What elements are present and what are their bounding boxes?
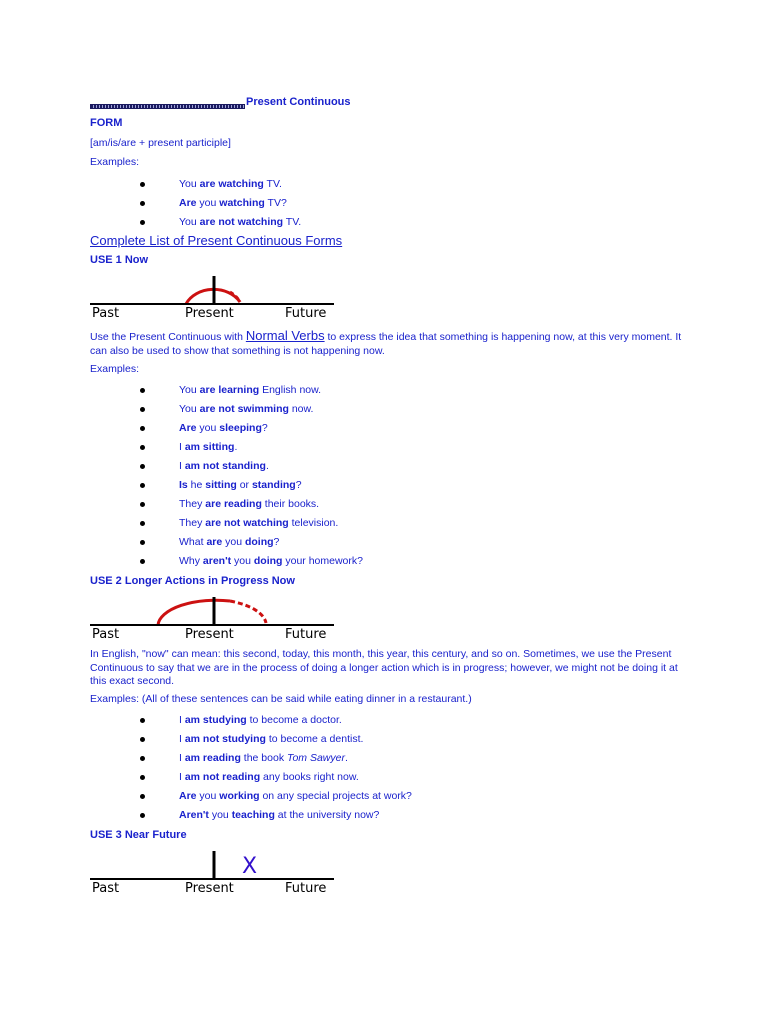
verb-highlight: am reading: [184, 752, 241, 764]
verb-highlight: are: [206, 536, 223, 548]
use1-label-past: Past: [92, 306, 120, 318]
example-text: or: [236, 479, 252, 491]
example-text: you: [208, 809, 232, 821]
example-text: TV.: [283, 216, 302, 228]
form-examples-label: Examples:: [90, 156, 140, 168]
verb-highlight: are watching: [199, 178, 264, 190]
use1-heading: USE 1 Now: [90, 254, 149, 266]
example-text: at the university now?: [274, 809, 380, 821]
use1-label-future: Future: [285, 306, 327, 318]
bullet-icon: [140, 540, 145, 545]
use1-example-7: [179, 498, 319, 510]
use1-paragraph: [90, 329, 682, 358]
example-text: their books.: [261, 498, 320, 510]
title-decoration-bar: [90, 104, 245, 109]
bullet-icon: [140, 220, 145, 225]
use1-examples-label: Examples:: [90, 363, 140, 375]
bullet-icon: [140, 794, 145, 799]
verb-highlight: are not watching: [199, 216, 284, 228]
example-text: ?: [261, 422, 268, 434]
example-text: any books right now.: [260, 771, 359, 783]
bullet-icon: [140, 502, 145, 507]
example-text: I: [179, 460, 185, 472]
verb-highlight: teaching: [231, 809, 275, 821]
example-text: TV.: [263, 178, 282, 190]
verb-highlight: aren't: [202, 555, 232, 567]
use1-example-6: [179, 479, 302, 491]
page-title: Present Continuous: [246, 96, 351, 108]
use2-timeline: [90, 597, 336, 639]
use2-heading: USE 2 Longer Actions in Progress Now: [90, 575, 295, 587]
bullet-icon: [140, 559, 145, 564]
verb-highlight: Are: [179, 197, 197, 209]
verb-highlight: sitting: [205, 479, 237, 491]
use1-example-8: [179, 517, 338, 529]
verb-highlight: am not reading: [184, 771, 261, 783]
form-heading: FORM: [90, 117, 123, 129]
example-text: he: [187, 479, 206, 491]
example-text: ?: [273, 536, 280, 548]
verb-highlight: sleeping: [219, 422, 262, 434]
example-text: What: [179, 536, 207, 548]
use2-example-1: [179, 714, 342, 726]
verb-highlight: am sitting: [184, 441, 235, 453]
bullet-icon: [140, 718, 145, 723]
example-text: the book: [240, 752, 287, 764]
use3-timeline: [90, 851, 336, 893]
verb-highlight: doing: [244, 536, 274, 548]
example-text: I: [179, 714, 185, 726]
bullet-icon: [140, 483, 145, 488]
use2-example-5: [179, 790, 412, 802]
example-text: you: [196, 422, 220, 434]
form-example-1: [179, 178, 282, 190]
verb-highlight: Aren't: [179, 809, 209, 821]
example-text: you: [196, 197, 220, 209]
bullet-icon: [140, 407, 145, 412]
form-formula: [am/is/are + present participle]: [90, 137, 231, 149]
example-text: English now.: [259, 384, 322, 396]
example-text: on any special projects at work?: [259, 790, 412, 802]
example-text: to become a dentist.: [265, 733, 364, 745]
use1-example-4: [179, 441, 237, 453]
use2-label-present: Present: [185, 627, 234, 639]
example-text: TV?: [264, 197, 287, 209]
use1-example-2: [179, 403, 313, 415]
use2-now-arc: [158, 600, 230, 625]
use1-example-10: [179, 555, 363, 567]
verb-highlight: watching: [219, 197, 265, 209]
verb-highlight: standing: [251, 479, 296, 491]
verb-highlight: working: [219, 790, 260, 802]
use1-para-text-rest: to express the idea that something is happening now, at this very moment. It can also be used to show that something is not happening now.: [90, 331, 682, 357]
example-text: your homework?: [282, 555, 363, 567]
example-text: to become a doctor.: [246, 714, 342, 726]
example-text: you: [231, 555, 254, 567]
bullet-icon: [140, 756, 145, 761]
example-text: .: [265, 460, 269, 472]
use2-example-3: [179, 752, 348, 764]
use1-timeline: [90, 276, 336, 318]
example-text: Why: [179, 555, 203, 567]
example-text: I: [179, 771, 185, 783]
use2-examples-label: Examples: (All of these sentences can be said while eating dinner in a restaurant.): [90, 693, 472, 705]
bullet-icon: [140, 737, 145, 742]
use2-example-6: [179, 809, 379, 821]
example-text: They: [179, 498, 206, 510]
verb-highlight: doing: [253, 555, 283, 567]
example-text: You: [179, 403, 200, 415]
use1-label-present: Present: [185, 306, 234, 318]
verb-highlight: are reading: [205, 498, 262, 510]
example-text: You: [179, 216, 200, 228]
use3-label-future: Future: [285, 881, 327, 893]
use2-label-past: Past: [92, 627, 120, 639]
example-text: .: [234, 441, 238, 453]
bullet-icon: [140, 388, 145, 393]
example-text: They: [179, 517, 206, 529]
use1-example-3: [179, 422, 268, 434]
bullet-icon: [140, 521, 145, 526]
use1-example-1: [179, 384, 321, 396]
verb-highlight: are learning: [199, 384, 260, 396]
use2-now-arc-dashed: [230, 601, 266, 623]
use2-example-4: [179, 771, 359, 783]
bullet-icon: [140, 182, 145, 187]
use1-example-5: [179, 460, 269, 472]
example-text: ?: [295, 479, 302, 491]
example-text: You: [179, 384, 200, 396]
verb-highlight: are not watching: [205, 517, 289, 529]
bullet-icon: [140, 813, 145, 818]
bullet-icon: [140, 775, 145, 780]
use1-example-9: [179, 536, 279, 548]
complete-list-link[interactable]: Complete List of Present Continuous Forms: [90, 233, 343, 248]
use2-example-2: [179, 733, 363, 745]
example-text: television.: [288, 517, 339, 529]
use2-paragraph: In English, "now" can mean: this second, today, this month, this year, this century, and so on. Sometimes, we use the Present Continuous to say that we are in the process of doing a longer action which is in progress; however, we might not be doing it at this exact second.: [90, 648, 678, 687]
example-text: now.: [288, 403, 314, 415]
example-text: you: [222, 536, 245, 548]
bullet-icon: [140, 426, 145, 431]
example-text: I: [179, 441, 185, 453]
use1-para-text: Use the Present Continuous with: [90, 331, 246, 343]
use3-future-marker: X: [242, 854, 258, 879]
verb-highlight: Are: [179, 422, 197, 434]
example-text: you: [196, 790, 220, 802]
bullet-icon: [140, 201, 145, 206]
verb-highlight: am not studying: [184, 733, 266, 745]
use3-label-past: Past: [92, 881, 120, 893]
verb-highlight: Is: [179, 479, 188, 491]
form-example-3: [179, 216, 301, 228]
example-text: You: [179, 178, 200, 190]
example-text: Tom Sawyer: [287, 752, 345, 764]
use3-heading: USE 3 Near Future: [90, 829, 187, 841]
example-text: I: [179, 752, 185, 764]
verb-highlight: Are: [179, 790, 197, 802]
normal-verbs-link[interactable]: Normal Verbs: [245, 328, 325, 343]
verb-highlight: am not standing: [184, 460, 266, 472]
verb-highlight: am studying: [184, 714, 247, 726]
bullet-icon: [140, 464, 145, 469]
use2-label-future: Future: [285, 627, 327, 639]
bullet-icon: [140, 445, 145, 450]
example-text: .: [344, 752, 348, 764]
verb-highlight: are not swimming: [199, 403, 289, 415]
example-text: I: [179, 733, 185, 745]
form-example-2: [179, 197, 287, 209]
use3-label-present: Present: [185, 881, 234, 893]
